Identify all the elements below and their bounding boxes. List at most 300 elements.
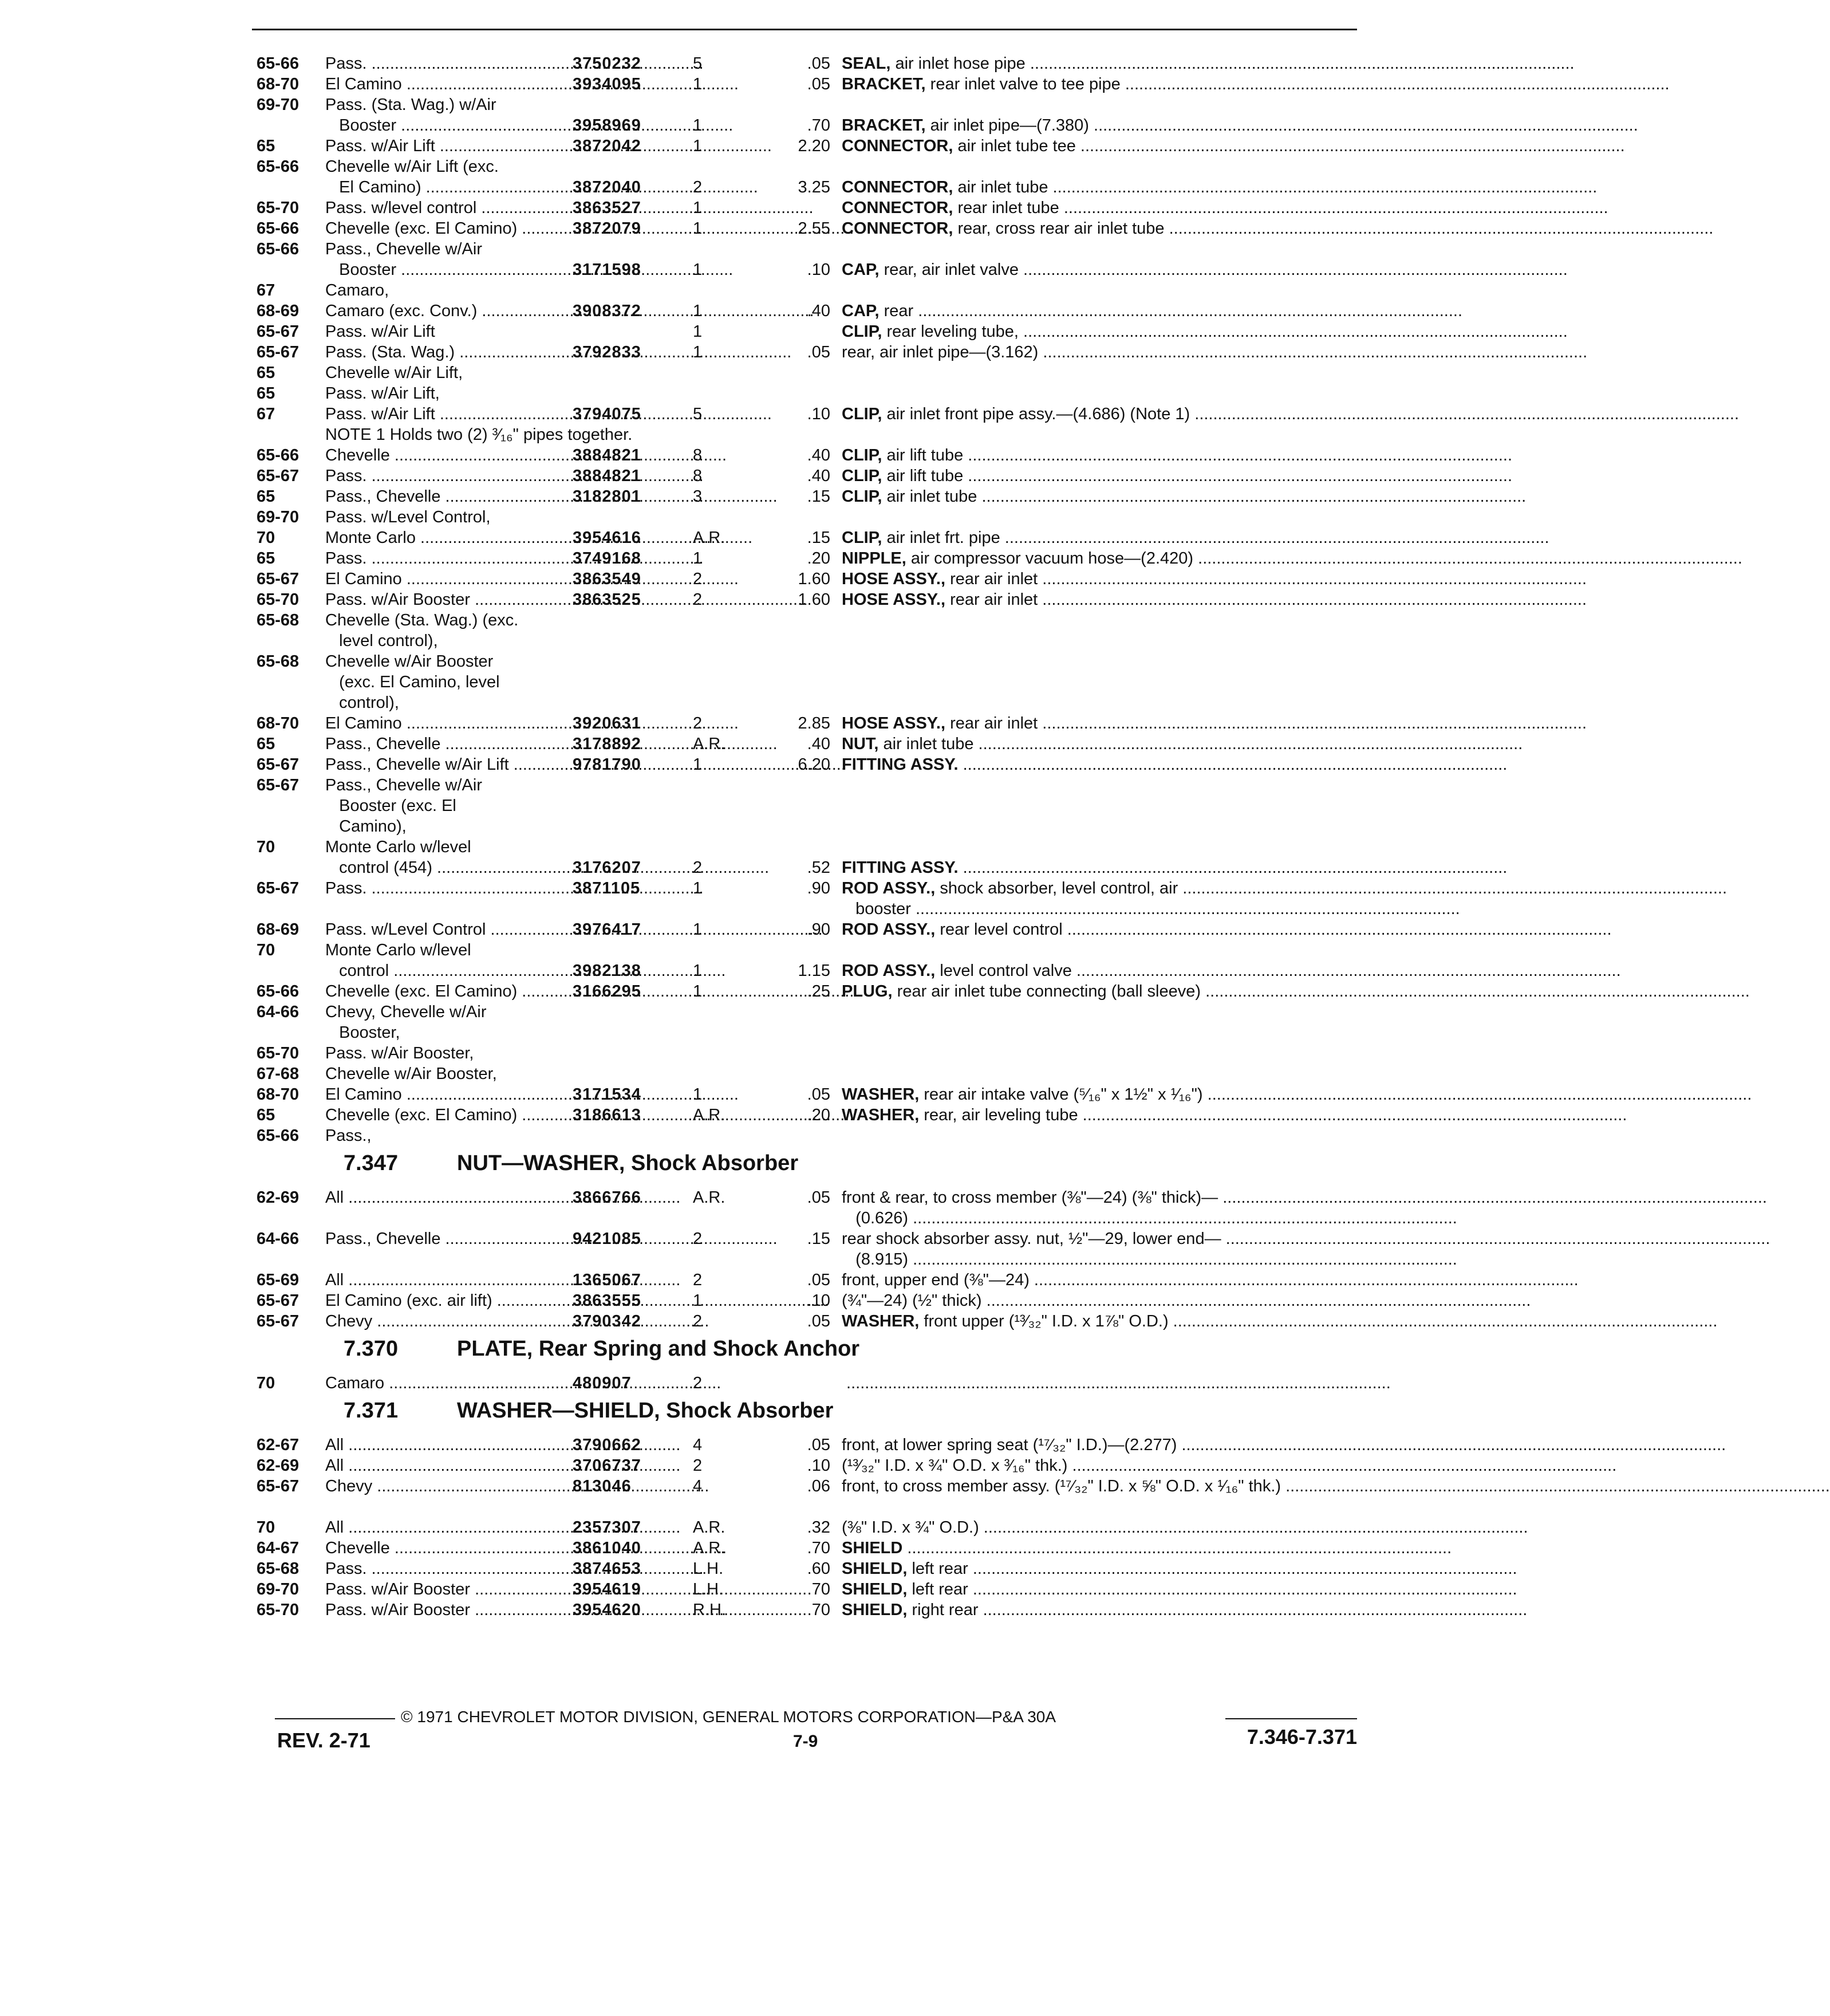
- table-row: [0, 899, 1448, 919]
- part-detail: rear shock absorber assy. nut, ½"—29, lower end—: [842, 1230, 1221, 1248]
- quantity: 4: [693, 1436, 703, 1454]
- part-detail: rear air inlet tube connecting (ball sleeve): [892, 982, 1201, 1001]
- part-number: 480907: [573, 1374, 632, 1392]
- model-year: 65-67: [257, 343, 299, 361]
- part-name: FITTING ASSY.: [842, 859, 959, 877]
- table-row: [0, 260, 1448, 279]
- table-row: [0, 466, 1448, 486]
- part-detail: booster: [842, 900, 911, 918]
- model-year: 65-67: [257, 879, 299, 897]
- quantity: L.H.: [693, 1560, 724, 1578]
- application: Pass. .....: [325, 466, 571, 486]
- part-detail: air inlet tube: [953, 178, 1048, 196]
- part-number: 3871105: [573, 879, 641, 897]
- part-name: SHIELD: [842, 1539, 903, 1557]
- table-row: [0, 1518, 1448, 1537]
- table-row: [0, 1538, 1448, 1558]
- description: [842, 528, 1357, 548]
- part-number: 3790662: [573, 1436, 641, 1454]
- model-year: 65-67: [257, 1292, 299, 1310]
- application: Monte Carlo w/level: [325, 941, 471, 959]
- quantity: 4: [693, 1477, 703, 1495]
- application: Chevy .....: [325, 1476, 571, 1496]
- weight: .40: [807, 735, 830, 753]
- table-row: [0, 1270, 1448, 1290]
- table-row: [0, 95, 1448, 115]
- application: Booster .....: [325, 260, 571, 279]
- weight: .60: [807, 1560, 830, 1578]
- application: Monte Carlo .....: [325, 528, 571, 548]
- section-title: WASHER—SHIELD, Shock Absorber: [457, 1399, 834, 1423]
- part-name: CONNECTOR,: [842, 178, 953, 196]
- table-row: [0, 281, 1448, 300]
- table-row: [0, 817, 1448, 836]
- application: Pass. w/Air Booster .....: [325, 1600, 571, 1620]
- weight: .10: [807, 1456, 830, 1475]
- quantity: 2: [693, 570, 703, 588]
- application: Pass. w/Level Control .....: [325, 920, 571, 939]
- part-number: 3872079: [573, 219, 641, 238]
- part-number: 3792833: [573, 343, 641, 361]
- part-detail: (¾"—24) (½" thick): [842, 1292, 982, 1310]
- quantity: 1: [693, 75, 703, 93]
- model-year: 65-66: [257, 158, 299, 176]
- table-row: [0, 528, 1448, 548]
- description: [842, 899, 1357, 919]
- part-number: 3171534: [573, 1085, 641, 1104]
- table-row: [0, 920, 1448, 939]
- revision-label: REV. 2-71: [277, 1728, 370, 1752]
- quantity: 2: [693, 178, 703, 196]
- table-row: [0, 239, 1448, 259]
- table-row: [0, 714, 1448, 733]
- table-row: [0, 1476, 1448, 1496]
- table-row: [0, 1126, 1448, 1145]
- part-name: CLIP,: [842, 322, 882, 341]
- part-detail: rear inlet valve to tee pipe: [925, 75, 1121, 93]
- application: Chevelle .....: [325, 1538, 571, 1558]
- weight: .40: [807, 446, 830, 464]
- application: El Camino .....: [325, 569, 571, 589]
- table-row: [0, 1373, 1448, 1393]
- table-row: [0, 1559, 1448, 1578]
- model-year: 65-68: [257, 652, 299, 671]
- application: Chevelle (exc. El Camino) .....: [325, 219, 571, 238]
- part-number: 3920631: [573, 714, 641, 733]
- application: Chevelle w/Air Lift,: [325, 364, 463, 382]
- table-row: [0, 631, 1448, 651]
- quantity: 1: [693, 962, 703, 980]
- description: [842, 136, 1357, 156]
- part-name: CLIP,: [842, 405, 882, 423]
- application: All .....: [325, 1188, 571, 1207]
- model-year: 67: [257, 281, 275, 300]
- weight: .05: [807, 1188, 830, 1207]
- weight: .20: [807, 1106, 830, 1124]
- model-year: 65-68: [257, 611, 299, 629]
- model-year: 65: [257, 487, 275, 506]
- quantity: 2: [693, 1374, 703, 1392]
- model-year: 64-66: [257, 1230, 299, 1248]
- table-row: [0, 507, 1448, 527]
- part-name: CAP,: [842, 261, 879, 279]
- part-name: CONNECTOR,: [842, 137, 953, 155]
- part-detail: (0.626): [842, 1209, 909, 1227]
- part-number: 3706737: [573, 1456, 641, 1475]
- weight: 1.60: [798, 590, 830, 609]
- quantity: 1: [693, 1085, 703, 1104]
- part-detail: rear: [879, 302, 914, 320]
- application: Pass., Chevelle w/Air: [325, 240, 482, 258]
- quantity: 1: [693, 116, 703, 135]
- table-row: [0, 1044, 1448, 1063]
- table-row: [0, 487, 1448, 506]
- part-detail: left rear: [907, 1580, 968, 1598]
- weight: 2.85: [798, 714, 830, 733]
- part-detail: air inlet frt. pipe: [882, 529, 1000, 547]
- table-row: [0, 1188, 1448, 1207]
- model-year: 65: [257, 549, 275, 568]
- model-year: 68-70: [257, 75, 299, 93]
- table-row: [0, 301, 1448, 321]
- weight: .05: [807, 54, 830, 73]
- table-row: [0, 796, 1448, 816]
- description: [842, 404, 1357, 424]
- model-year: 70: [257, 1518, 275, 1537]
- part-name: WASHER,: [842, 1312, 920, 1330]
- table-row: [0, 652, 1448, 671]
- weight: .05: [807, 75, 830, 93]
- model-year: 65-67: [257, 467, 299, 485]
- part-name: WASHER,: [842, 1085, 920, 1104]
- weight: .15: [807, 487, 830, 506]
- weight: .05: [807, 1436, 830, 1454]
- part-name: SHIELD,: [842, 1560, 908, 1578]
- part-number: 3982138: [573, 962, 641, 980]
- application: Pass. .....: [325, 54, 571, 73]
- model-year: 65: [257, 1106, 275, 1124]
- page-number: 7-9: [793, 1732, 818, 1751]
- model-year: 69-70: [257, 96, 299, 114]
- part-number: 3186613: [573, 1106, 641, 1124]
- description: [842, 1270, 1357, 1290]
- table-row: [0, 672, 1448, 692]
- application: Pass., Chevelle .....: [325, 487, 571, 506]
- application: Pass. w/Air Booster .....: [325, 1580, 571, 1599]
- quantity: 8: [693, 467, 703, 485]
- application: control),: [325, 694, 399, 712]
- part-name: PLUG,: [842, 982, 893, 1001]
- table-row: [0, 1312, 1448, 1331]
- table-row: [0, 940, 1448, 960]
- weight: .32: [807, 1518, 830, 1537]
- model-year: 65-66: [257, 1127, 299, 1145]
- part-number: 3908372: [573, 302, 641, 320]
- description: [842, 342, 1357, 362]
- table-row: [0, 611, 1448, 630]
- application: El Camino .....: [325, 74, 571, 94]
- part-detail: left rear: [907, 1560, 968, 1578]
- part-number: 3884821: [573, 446, 641, 464]
- quantity: 2: [693, 714, 703, 733]
- quantity: 1: [693, 920, 703, 939]
- table-row: [0, 446, 1448, 465]
- part-name: CLIP,: [842, 529, 882, 547]
- description: [842, 755, 1357, 774]
- quantity: 2: [693, 1271, 703, 1289]
- weight: .15: [807, 1230, 830, 1248]
- part-number: 3872042: [573, 137, 641, 155]
- part-number: 3171598: [573, 261, 641, 279]
- description: [842, 54, 1357, 73]
- quantity: A.R.: [693, 1539, 725, 1557]
- application: Pass. (Sta. Wag.) w/Air: [325, 96, 496, 114]
- part-name: BRACKET,: [842, 116, 926, 135]
- part-number: 3178892: [573, 735, 641, 753]
- table-row: [0, 1250, 1448, 1269]
- application: El Camino) .....: [325, 178, 571, 197]
- description: [842, 1312, 1357, 1331]
- description: [842, 1291, 1357, 1310]
- table-row: [0, 404, 1448, 424]
- quantity: 1: [693, 137, 703, 155]
- application: Pass. w/Air Booster .....: [325, 590, 571, 609]
- model-year: 65-66: [257, 54, 299, 73]
- application: Pass. w/Air Lift .....: [325, 404, 571, 424]
- quantity: 1: [693, 755, 703, 774]
- part-name: CLIP,: [842, 487, 882, 506]
- top-rule: [252, 29, 1357, 30]
- part-name: CAP,: [842, 302, 879, 320]
- part-name: CONNECTOR,: [842, 219, 953, 238]
- part-detail: front & rear, to cross member (⅜"—24) (⅜" thick)—: [842, 1188, 1218, 1207]
- description: [842, 1559, 1357, 1578]
- quantity: 1: [693, 199, 703, 217]
- model-year: 70: [257, 1374, 275, 1392]
- quantity: A.R.: [693, 1518, 725, 1537]
- part-detail: air inlet hose pipe: [890, 54, 1026, 73]
- description: [842, 858, 1357, 877]
- weight: .25: [807, 982, 830, 1001]
- weight: .05: [807, 1271, 830, 1289]
- description: [842, 1105, 1357, 1125]
- model-year: 65: [257, 735, 275, 753]
- weight: .05: [807, 1085, 830, 1104]
- quantity: 1: [693, 302, 703, 320]
- application: Pass. .....: [325, 879, 571, 898]
- application: All .....: [325, 1435, 571, 1455]
- section-title: NUT—WASHER, Shock Absorber: [457, 1151, 799, 1175]
- part-number: 3884821: [573, 467, 641, 485]
- part-detail: air inlet tube: [878, 735, 974, 753]
- model-year: 69-70: [257, 508, 299, 526]
- part-detail: (8.915): [842, 1250, 909, 1269]
- application: Pass. w/Air Booster,: [325, 1044, 474, 1062]
- table-row: [0, 1023, 1448, 1042]
- application: Pass., Chevelle w/Air Lift .....: [325, 755, 571, 774]
- model-year: 65-70: [257, 1044, 299, 1062]
- application: Pass.,: [325, 1127, 372, 1145]
- section-number: 7.370: [344, 1337, 399, 1361]
- description: [842, 1208, 1357, 1228]
- description: [842, 590, 1357, 609]
- part-detail: rear, cross rear air inlet tube: [953, 219, 1165, 238]
- model-year: 70: [257, 529, 275, 547]
- model-year: 68-70: [257, 1085, 299, 1104]
- weight: 2.55: [798, 219, 830, 238]
- weight: 1.15: [798, 962, 830, 980]
- weight: .05: [807, 1312, 830, 1330]
- description-leader: [842, 1373, 1357, 1393]
- part-detail: air inlet front pipe assy.—(4.686) (Note 1): [882, 405, 1190, 423]
- model-year: 65-68: [257, 1560, 299, 1578]
- table-row: [0, 157, 1448, 176]
- part-name: ROD ASSY.,: [842, 962, 936, 980]
- table-row: [0, 693, 1448, 712]
- part-number: 3794075: [573, 405, 641, 423]
- application: Pass., Chevelle .....: [325, 1229, 571, 1249]
- part-number: 3934095: [573, 75, 641, 93]
- quantity: 2: [693, 1230, 703, 1248]
- model-year: 70: [257, 941, 275, 959]
- section-number: 7.371: [344, 1399, 399, 1423]
- description: [842, 714, 1357, 733]
- application: Chevelle w/Air Booster,: [325, 1065, 497, 1083]
- table-row: [0, 116, 1448, 135]
- part-detail: rear, air leveling tube: [919, 1106, 1078, 1124]
- part-detail: rear air intake valve (⁵⁄₁₆" x 1½" x ¹⁄₁₆"): [919, 1085, 1203, 1104]
- table-row: [0, 1208, 1448, 1228]
- description: [842, 1456, 1357, 1475]
- description: [842, 178, 1357, 197]
- weight: .70: [807, 1580, 830, 1598]
- model-year: 68-70: [257, 714, 299, 733]
- description: [842, 260, 1357, 279]
- quantity: 5: [693, 54, 703, 73]
- part-number: 3790342: [573, 1312, 641, 1330]
- application: All .....: [325, 1518, 571, 1537]
- part-detail: level control valve: [935, 962, 1072, 980]
- table-row: [0, 1064, 1448, 1084]
- table-row: [0, 961, 1448, 981]
- part-number: 3182801: [573, 487, 641, 506]
- part-number: 3176207: [573, 859, 641, 877]
- part-detail: air compressor vacuum hose—(2.420): [906, 549, 1194, 568]
- part-detail: front, to cross member assy. (¹⁷⁄₃₂" I.D. x ⅝" O.D. x ¹⁄₁₆" thk.): [842, 1477, 1281, 1495]
- weight: .70: [807, 1601, 830, 1619]
- part-detail: rear inlet tube: [953, 199, 1059, 217]
- model-year: 64-66: [257, 1003, 299, 1021]
- model-year: 68-69: [257, 920, 299, 939]
- part-name: FITTING ASSY.: [842, 755, 959, 774]
- description: [842, 1188, 1357, 1207]
- part-detail: air lift tube: [882, 446, 964, 464]
- part-detail: air inlet tube: [882, 487, 977, 506]
- part-name: ROD ASSY.,: [842, 879, 936, 897]
- quantity: 1: [693, 879, 703, 897]
- quantity: 1: [693, 1292, 703, 1310]
- weight: .05: [807, 343, 830, 361]
- quantity: 1: [693, 322, 703, 341]
- description: [842, 1600, 1357, 1620]
- application: Booster (exc. El: [325, 797, 456, 815]
- table-row: [0, 1600, 1448, 1620]
- application: Pass. w/level control .....: [325, 198, 571, 218]
- part-name: SHIELD,: [842, 1601, 908, 1619]
- application: Chevelle .....: [325, 446, 571, 465]
- application: El Camino .....: [325, 714, 571, 733]
- model-year: 70: [257, 838, 275, 856]
- weight: .15: [807, 529, 830, 547]
- description: [842, 569, 1357, 589]
- weight: .10: [807, 261, 830, 279]
- application: Pass. w/Air Lift .....: [325, 136, 571, 156]
- model-year: 67: [257, 405, 275, 423]
- application: (exc. El Camino, level: [325, 673, 500, 691]
- weight: .20: [807, 549, 830, 568]
- description: [842, 74, 1357, 94]
- application: All .....: [325, 1270, 571, 1290]
- part-detail: rear air inlet: [945, 714, 1038, 733]
- part-number: 3863549: [573, 570, 641, 588]
- quantity: 1: [693, 549, 703, 568]
- part-number: 3954619: [573, 1580, 641, 1598]
- description: [842, 1085, 1357, 1104]
- table-row: [0, 879, 1448, 898]
- weight: .10: [807, 1292, 830, 1310]
- part-name: NIPPLE,: [842, 549, 906, 568]
- model-year: 62-69: [257, 1456, 299, 1475]
- footer-rule-right: [1225, 1718, 1357, 1719]
- model-year: 65-67: [257, 322, 299, 341]
- table-row: [0, 1435, 1448, 1455]
- part-number: 3954616: [573, 529, 641, 547]
- part-detail: air lift tube: [882, 467, 964, 485]
- model-year: 65: [257, 384, 275, 403]
- model-year: 65-67: [257, 1477, 299, 1495]
- part-detail: rear air inlet: [945, 590, 1038, 609]
- part-name: CLIP,: [842, 467, 882, 485]
- weight: 3.25: [798, 178, 830, 196]
- part-name: HOSE ASSY.,: [842, 714, 946, 733]
- quantity: A.R.: [693, 529, 725, 547]
- quantity: A.R.: [693, 1188, 725, 1207]
- application: Camaro .....: [325, 1373, 571, 1393]
- table-row: [0, 1105, 1448, 1125]
- table-row: [0, 858, 1448, 877]
- application: Chevy, Chevelle w/Air: [325, 1003, 487, 1021]
- weight: .90: [807, 920, 830, 939]
- model-year: 67-68: [257, 1065, 299, 1083]
- table-row: [0, 54, 1448, 73]
- quantity: 1: [693, 343, 703, 361]
- table-row: [0, 734, 1448, 754]
- application: Pass. .....: [325, 1559, 571, 1578]
- part-name: NUT,: [842, 735, 879, 753]
- footer-rule-left: [275, 1718, 395, 1719]
- description: [842, 879, 1357, 898]
- application: Booster,: [325, 1023, 400, 1042]
- application: El Camino (exc. air lift) .....: [325, 1291, 571, 1310]
- table-row: [0, 74, 1448, 94]
- part-number: 3863525: [573, 590, 641, 609]
- model-year: 68-69: [257, 302, 299, 320]
- description: [842, 982, 1357, 1001]
- part-detail: shock absorber, level control, air: [935, 879, 1178, 897]
- table-row: [0, 982, 1448, 1001]
- quantity: R.H.: [693, 1601, 726, 1619]
- description: [842, 1476, 1357, 1496]
